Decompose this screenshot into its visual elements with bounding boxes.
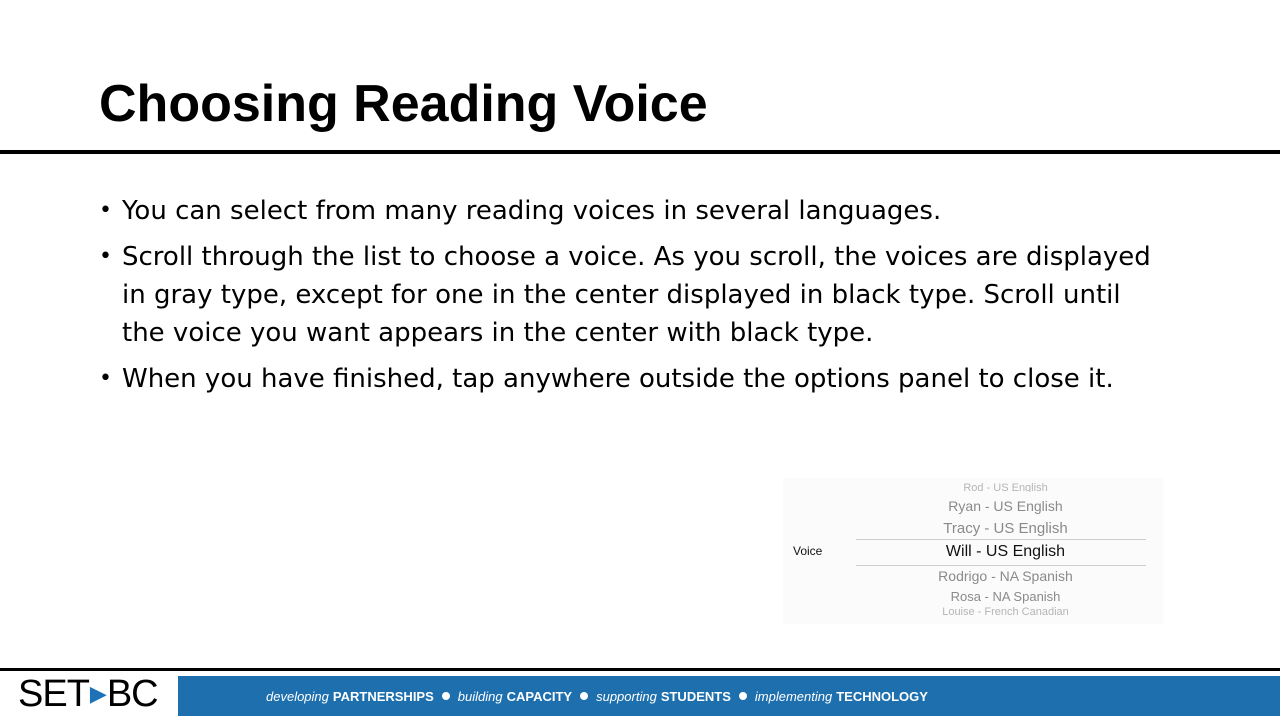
- logo-arrow-icon: ▶: [89, 681, 106, 706]
- selection-line-top: [856, 539, 1146, 540]
- bullet-item: • You can select from many reading voices in several languages.: [99, 192, 1169, 230]
- slide-title: Choosing Reading Voice: [99, 75, 708, 133]
- voice-label: Voice: [793, 544, 823, 558]
- tagline-prefix: supporting: [596, 688, 657, 704]
- bullet-list: [99, 192, 1169, 406]
- tagline-prefix: developing: [266, 688, 329, 704]
- logo-text-left: SET: [18, 673, 89, 715]
- bullet-dot-icon: [739, 692, 747, 700]
- voice-option[interactable]: Ryan - US English: [948, 498, 1063, 514]
- tagline-bar: [178, 676, 1280, 716]
- tagline-prefix: implementing: [754, 688, 833, 704]
- bullet-item: • Scroll through the list to choose a voice. As you scroll, the voices are displayed in gray type, except for one in the center displayed in black type. Scroll until the voice you want appears in the center with black type.: [99, 238, 1169, 352]
- bullet-item: • When you have finished, tap anywhere outside the options panel to close it.: [99, 360, 1169, 398]
- voice-option[interactable]: Rod - US English: [963, 482, 1048, 492]
- tagline-prefix: building: [457, 688, 503, 704]
- tagline-word: TECHNOLOGY: [836, 688, 928, 704]
- voice-option[interactable]: Tracy - US English: [943, 520, 1068, 537]
- selection-line-bottom: [856, 565, 1146, 566]
- setbc-logo: [18, 674, 158, 714]
- voice-picker-image: [783, 478, 1163, 624]
- voice-option-selected[interactable]: Will - US English: [945, 543, 1066, 560]
- logo-text-right: BC: [106, 673, 158, 715]
- voice-option[interactable]: Rodrigo - NA Spanish: [938, 568, 1073, 584]
- footer-divider: [0, 668, 1280, 671]
- tagline-word: STUDENTS: [660, 688, 731, 704]
- title-divider: [0, 150, 1280, 154]
- tagline-word: PARTNERSHIPS: [332, 688, 434, 704]
- bullet-dot-icon: [580, 692, 588, 700]
- bullet-dot-icon: [442, 692, 450, 700]
- voice-option[interactable]: Louise - French Canadian: [942, 606, 1069, 616]
- voice-option[interactable]: Rosa - NA Spanish: [950, 589, 1061, 604]
- tagline-word: CAPACITY: [506, 688, 573, 704]
